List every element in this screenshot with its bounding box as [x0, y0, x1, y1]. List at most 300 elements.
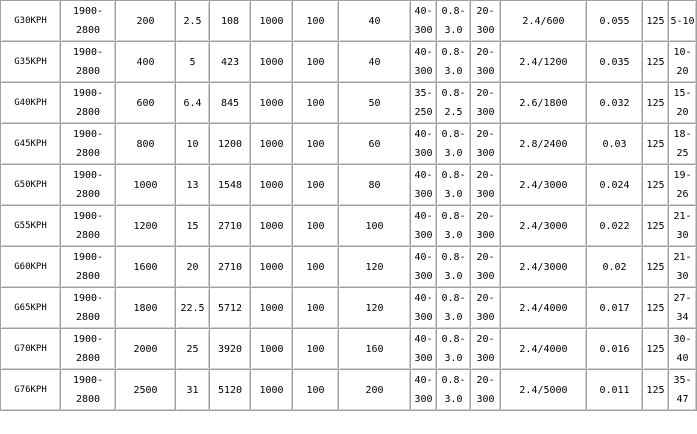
range-cell-9 [471, 247, 501, 288]
range-cell-13-line: 40 [676, 353, 689, 364]
value-cell-4 [251, 1, 293, 42]
range-cell-9 [471, 1, 501, 42]
value-cell-4 [251, 165, 293, 206]
value-cell-12 [643, 370, 669, 411]
range-cell-7 [411, 288, 437, 329]
range-cell-8 [437, 329, 471, 370]
ratio-cell-text: 2.4/3000 [519, 261, 568, 273]
range-cell-8 [437, 370, 471, 411]
value-cell-12-text: 125 [646, 15, 665, 27]
range-cell-13-line: 34 [676, 312, 689, 323]
capacity-cell [116, 247, 176, 288]
value-cell-3 [210, 206, 251, 247]
range-cell-9-line: 300 [476, 189, 495, 200]
value-cell-5-text: 100 [306, 15, 325, 27]
ratio-cell [501, 165, 587, 206]
value-cell-12 [643, 124, 669, 165]
value-cell-6-text: 160 [365, 343, 384, 355]
range-cell-9 [471, 329, 501, 370]
range-cell-13-line: 27- [673, 293, 692, 304]
range-cell-7-line: 300 [414, 394, 433, 405]
value-cell-12-text: 125 [646, 220, 665, 232]
range-cell-8 [437, 124, 471, 165]
capacity-cell [116, 329, 176, 370]
range-cell-13-line: 5-10 [670, 15, 695, 27]
value-cell-2 [176, 124, 210, 165]
value-cell-5 [293, 83, 339, 124]
model-cell-text: G70KPH [14, 343, 47, 354]
value-cell-11-text: 0.055 [599, 15, 630, 27]
range-cell-9-line: 300 [476, 394, 495, 405]
speed-range-cell-line: 2800 [75, 66, 101, 77]
value-cell-12 [643, 206, 669, 247]
speed-range-cell [61, 124, 116, 165]
range-cell-8 [437, 288, 471, 329]
capacity-cell [116, 42, 176, 83]
range-cell-9-line: 20- [476, 211, 495, 222]
value-cell-4 [251, 288, 293, 329]
table-row [1, 206, 697, 247]
value-cell-5-text: 100 [306, 220, 325, 232]
value-cell-2 [176, 288, 210, 329]
range-cell-9 [471, 42, 501, 83]
model-cell-text: G40KPH [14, 97, 47, 108]
value-cell-11 [587, 288, 643, 329]
range-cell-9-line: 20- [476, 334, 495, 345]
range-cell-13 [669, 42, 697, 83]
range-cell-13 [669, 1, 697, 42]
value-cell-2 [176, 165, 210, 206]
model-cell [1, 247, 61, 288]
value-cell-5-text: 100 [306, 343, 325, 355]
speed-range-cell-line: 1900- [72, 211, 104, 222]
speed-range-cell-line: 1900- [72, 334, 104, 345]
value-cell-12-text: 125 [646, 343, 665, 355]
model-cell-text: G55KPH [14, 220, 47, 231]
range-cell-9 [471, 288, 501, 329]
value-cell-4 [251, 42, 293, 83]
capacity-cell [116, 206, 176, 247]
range-cell-8-line: 2.5 [444, 107, 463, 118]
value-cell-4-text: 1000 [259, 302, 284, 314]
value-cell-2 [176, 247, 210, 288]
value-cell-6 [339, 247, 411, 288]
value-cell-5 [293, 288, 339, 329]
value-cell-5-text: 100 [306, 384, 325, 396]
range-cell-8-line: 3.0 [444, 189, 463, 200]
ratio-cell [501, 83, 587, 124]
range-cell-7 [411, 206, 437, 247]
range-cell-8 [437, 83, 471, 124]
value-cell-6 [339, 1, 411, 42]
value-cell-2 [176, 370, 210, 411]
range-cell-9-line: 300 [476, 230, 495, 241]
table-row [1, 288, 697, 329]
value-cell-12-text: 125 [646, 138, 665, 150]
speed-range-cell [61, 42, 116, 83]
speed-range-cell-line: 1900- [72, 170, 104, 181]
range-cell-13-line: 21- [673, 252, 692, 263]
range-cell-9-line: 300 [476, 107, 495, 118]
range-cell-13-line: 20 [676, 66, 689, 77]
value-cell-4 [251, 329, 293, 370]
value-cell-12-text: 125 [646, 261, 665, 273]
range-cell-8-line: 3.0 [444, 312, 463, 323]
value-cell-3-text: 845 [220, 97, 240, 109]
range-cell-13 [669, 329, 697, 370]
value-cell-12 [643, 165, 669, 206]
value-cell-4-text: 1000 [259, 220, 284, 232]
range-cell-8-line: 3.0 [444, 353, 463, 364]
ratio-cell-text: 2.4/3000 [519, 179, 568, 191]
ratio-cell [501, 124, 587, 165]
model-cell [1, 329, 61, 370]
range-cell-8-line: 3.0 [444, 148, 463, 159]
range-cell-8 [437, 42, 471, 83]
range-cell-13-line: 30 [676, 230, 689, 241]
value-cell-6 [339, 165, 411, 206]
capacity-cell [116, 83, 176, 124]
capacity-cell-text: 1600 [133, 261, 158, 273]
value-cell-12-text: 125 [646, 302, 665, 314]
value-cell-3 [210, 247, 251, 288]
range-cell-9-line: 300 [476, 25, 495, 36]
value-cell-3 [210, 42, 251, 83]
value-cell-11-text: 0.022 [599, 220, 630, 232]
range-cell-7-line: 40- [414, 47, 433, 58]
ratio-cell-text: 2.4/4000 [519, 343, 568, 355]
ratio-cell-text: 2.4/600 [522, 15, 565, 27]
range-cell-9 [471, 370, 501, 411]
value-cell-2 [176, 42, 210, 83]
range-cell-13-line: 21- [673, 211, 692, 222]
value-cell-6-text: 120 [365, 261, 384, 273]
value-cell-3 [210, 329, 251, 370]
range-cell-8-line: 0.8- [441, 334, 466, 345]
speed-range-cell-line: 1900- [72, 252, 104, 263]
value-cell-6-text: 60 [368, 138, 381, 150]
value-cell-12 [643, 1, 669, 42]
model-cell-text: G50KPH [14, 179, 47, 190]
range-cell-8 [437, 206, 471, 247]
range-cell-9-line: 20- [476, 170, 495, 181]
value-cell-2-text: 5 [189, 56, 196, 68]
range-cell-13-line: 35- [673, 375, 692, 386]
value-cell-12-text: 125 [646, 384, 665, 396]
value-cell-11 [587, 83, 643, 124]
speed-range-cell-line: 2800 [75, 230, 101, 241]
range-cell-7-line: 300 [414, 148, 433, 159]
value-cell-3-text: 5712 [217, 302, 243, 314]
range-cell-7-line: 300 [414, 189, 433, 200]
value-cell-12 [643, 83, 669, 124]
value-cell-2 [176, 1, 210, 42]
range-cell-9-line: 20- [476, 375, 495, 386]
ratio-cell-text: 2.4/1200 [519, 56, 568, 68]
value-cell-3-text: 5120 [217, 384, 243, 396]
range-cell-7-line: 40- [414, 293, 433, 304]
value-cell-4 [251, 83, 293, 124]
value-cell-6-text: 200 [365, 384, 384, 396]
value-cell-4-text: 1000 [259, 384, 284, 396]
value-cell-5-text: 100 [306, 302, 325, 314]
table-row [1, 83, 697, 124]
speed-range-cell-line: 1900- [72, 293, 104, 304]
value-cell-3 [210, 124, 251, 165]
value-cell-11 [587, 124, 643, 165]
model-cell [1, 42, 61, 83]
value-cell-11-text: 0.017 [599, 302, 630, 314]
value-cell-5 [293, 165, 339, 206]
range-cell-9-line: 300 [476, 312, 495, 323]
range-cell-7 [411, 247, 437, 288]
value-cell-4-text: 1000 [259, 97, 284, 109]
range-cell-7 [411, 124, 437, 165]
range-cell-8-line: 0.8- [441, 252, 466, 263]
range-cell-13 [669, 83, 697, 124]
range-cell-13 [669, 206, 697, 247]
value-cell-4-text: 1000 [259, 138, 284, 150]
capacity-cell-text: 2500 [133, 384, 158, 396]
range-cell-9-line: 20- [476, 129, 495, 140]
range-cell-13 [669, 165, 697, 206]
range-cell-13-line: 30 [676, 271, 689, 282]
value-cell-11-text: 0.032 [599, 97, 630, 109]
ratio-cell-text: 2.4/3000 [519, 220, 568, 232]
value-cell-3 [210, 1, 251, 42]
value-cell-6-text: 80 [368, 179, 381, 191]
range-cell-9-line: 300 [476, 271, 495, 282]
value-cell-3-text: 2710 [217, 261, 243, 273]
table-row [1, 1, 697, 42]
range-cell-13-line: 10- [673, 47, 692, 58]
range-cell-9-line: 20- [476, 47, 495, 58]
value-cell-11-text: 0.02 [602, 261, 627, 273]
range-cell-13-line: 26 [676, 189, 689, 200]
value-cell-5-text: 100 [306, 261, 325, 273]
range-cell-13 [669, 247, 697, 288]
range-cell-13-line: 19- [673, 170, 692, 181]
value-cell-3 [210, 288, 251, 329]
range-cell-8 [437, 1, 471, 42]
value-cell-6 [339, 83, 411, 124]
range-cell-13-line: 47 [676, 394, 689, 405]
range-cell-8-line: 0.8- [441, 129, 466, 140]
range-cell-7-line: 300 [414, 66, 433, 77]
spec-table-body [1, 1, 697, 411]
range-cell-13-line: 20 [676, 107, 689, 118]
range-cell-8 [437, 165, 471, 206]
table-row [1, 165, 697, 206]
speed-range-cell-line: 2800 [75, 107, 101, 118]
range-cell-8-line: 0.8- [441, 293, 466, 304]
range-cell-8-line: 0.8- [441, 170, 466, 181]
value-cell-12 [643, 288, 669, 329]
range-cell-7-line: 40- [414, 334, 433, 345]
ratio-cell-text: 2.4/4000 [519, 302, 568, 314]
speed-range-cell [61, 206, 116, 247]
ratio-cell-text: 2.4/5000 [519, 384, 568, 396]
speed-range-cell [61, 1, 116, 42]
table-row [1, 124, 697, 165]
speed-range-cell-line: 2800 [75, 148, 101, 159]
ratio-cell-text: 2.6/1800 [519, 97, 568, 109]
range-cell-9 [471, 165, 501, 206]
value-cell-12 [643, 247, 669, 288]
range-cell-8-line: 3.0 [444, 230, 463, 241]
range-cell-7-line: 300 [414, 312, 433, 323]
range-cell-7-line: 300 [414, 25, 433, 36]
model-cell-text: G60KPH [14, 261, 47, 272]
value-cell-12-text: 125 [646, 179, 665, 191]
value-cell-12-text: 125 [646, 97, 665, 109]
range-cell-7-line: 40- [414, 252, 433, 263]
range-cell-8 [437, 247, 471, 288]
ratio-cell-text: 2.8/2400 [519, 138, 568, 150]
value-cell-2 [176, 329, 210, 370]
range-cell-13 [669, 124, 697, 165]
range-cell-13-line: 30- [673, 334, 692, 345]
speed-range-cell [61, 288, 116, 329]
capacity-cell [116, 1, 176, 42]
value-cell-5-text: 100 [306, 56, 325, 68]
model-cell [1, 124, 61, 165]
value-cell-4-text: 1000 [259, 56, 284, 68]
value-cell-11 [587, 42, 643, 83]
range-cell-7-line: 35- [414, 88, 433, 99]
range-cell-7-line: 300 [414, 230, 433, 241]
model-cell [1, 83, 61, 124]
value-cell-6 [339, 124, 411, 165]
ratio-cell [501, 329, 587, 370]
value-cell-11-text: 0.03 [602, 138, 627, 150]
value-cell-3-text: 108 [220, 15, 240, 27]
value-cell-6-text: 40 [368, 56, 381, 68]
value-cell-5 [293, 329, 339, 370]
value-cell-4-text: 1000 [259, 179, 284, 191]
range-cell-8-line: 0.8- [441, 47, 466, 58]
range-cell-8-line: 0.8- [441, 6, 466, 17]
range-cell-13-line: 15- [673, 88, 692, 99]
range-cell-13-line: 25 [676, 148, 689, 159]
range-cell-9-line: 300 [476, 353, 495, 364]
range-cell-7 [411, 42, 437, 83]
speed-range-cell [61, 83, 116, 124]
model-cell [1, 288, 61, 329]
ratio-cell [501, 370, 587, 411]
speed-range-cell-line: 2800 [75, 394, 101, 405]
range-cell-7 [411, 165, 437, 206]
value-cell-2 [176, 83, 210, 124]
range-cell-9 [471, 83, 501, 124]
speed-range-cell [61, 247, 116, 288]
capacity-cell-text: 2000 [133, 343, 158, 355]
range-cell-7 [411, 329, 437, 370]
value-cell-4 [251, 124, 293, 165]
range-cell-7 [411, 370, 437, 411]
value-cell-4 [251, 206, 293, 247]
ratio-cell [501, 206, 587, 247]
value-cell-5 [293, 206, 339, 247]
model-cell [1, 165, 61, 206]
range-cell-9 [471, 124, 501, 165]
value-cell-11-text: 0.016 [599, 343, 630, 355]
range-cell-7-line: 300 [414, 271, 433, 282]
value-cell-2-text: 25 [186, 343, 199, 355]
value-cell-2-text: 31 [186, 384, 199, 396]
model-cell [1, 1, 61, 42]
model-cell [1, 206, 61, 247]
value-cell-6-text: 40 [368, 15, 381, 27]
capacity-cell-text: 800 [136, 138, 155, 150]
ratio-cell [501, 42, 587, 83]
model-cell-text: G35KPH [14, 56, 47, 67]
value-cell-2-text: 2.5 [183, 15, 202, 27]
range-cell-13 [669, 288, 697, 329]
range-cell-8-line: 3.0 [444, 66, 463, 77]
speed-range-cell-line: 1900- [72, 88, 104, 99]
capacity-cell [116, 124, 176, 165]
model-cell-text: G45KPH [14, 138, 47, 149]
range-cell-8-line: 3.0 [444, 394, 463, 405]
capacity-cell [116, 370, 176, 411]
value-cell-2-text: 13 [186, 179, 199, 191]
range-cell-7-line: 250 [414, 107, 433, 118]
value-cell-4 [251, 370, 293, 411]
range-cell-7-line: 40- [414, 375, 433, 386]
table-row [1, 42, 697, 83]
range-cell-9-line: 20- [476, 88, 495, 99]
range-cell-13-line: 18- [673, 129, 692, 140]
value-cell-3 [210, 83, 251, 124]
range-cell-7-line: 40- [414, 170, 433, 181]
value-cell-4-text: 1000 [259, 15, 284, 27]
value-cell-2 [176, 206, 210, 247]
speed-range-cell [61, 329, 116, 370]
value-cell-4-text: 1000 [259, 343, 284, 355]
value-cell-11 [587, 370, 643, 411]
table-row [1, 370, 697, 411]
range-cell-8-line: 3.0 [444, 25, 463, 36]
ratio-cell [501, 288, 587, 329]
value-cell-6-text: 50 [368, 97, 381, 109]
value-cell-5-text: 100 [306, 97, 325, 109]
range-cell-9 [471, 206, 501, 247]
model-cell-text: G76KPH [14, 384, 47, 395]
value-cell-5 [293, 42, 339, 83]
value-cell-12 [643, 329, 669, 370]
capacity-cell [116, 165, 176, 206]
value-cell-6 [339, 206, 411, 247]
table-row [1, 247, 697, 288]
ratio-cell [501, 1, 587, 42]
capacity-cell-text: 200 [136, 15, 155, 27]
value-cell-12-text: 125 [646, 56, 665, 68]
value-cell-5-text: 100 [306, 179, 325, 191]
capacity-cell-text: 1800 [133, 302, 158, 314]
capacity-cell-text: 1200 [133, 220, 158, 232]
capacity-cell [116, 288, 176, 329]
value-cell-11 [587, 1, 643, 42]
value-cell-11 [587, 329, 643, 370]
value-cell-5-text: 100 [306, 138, 325, 150]
capacity-cell-text: 400 [136, 56, 155, 68]
speed-range-cell-line: 2800 [75, 312, 101, 323]
speed-range-cell-line: 2800 [75, 189, 101, 200]
range-cell-13 [669, 370, 697, 411]
range-cell-7-line: 40- [414, 211, 433, 222]
value-cell-6 [339, 42, 411, 83]
